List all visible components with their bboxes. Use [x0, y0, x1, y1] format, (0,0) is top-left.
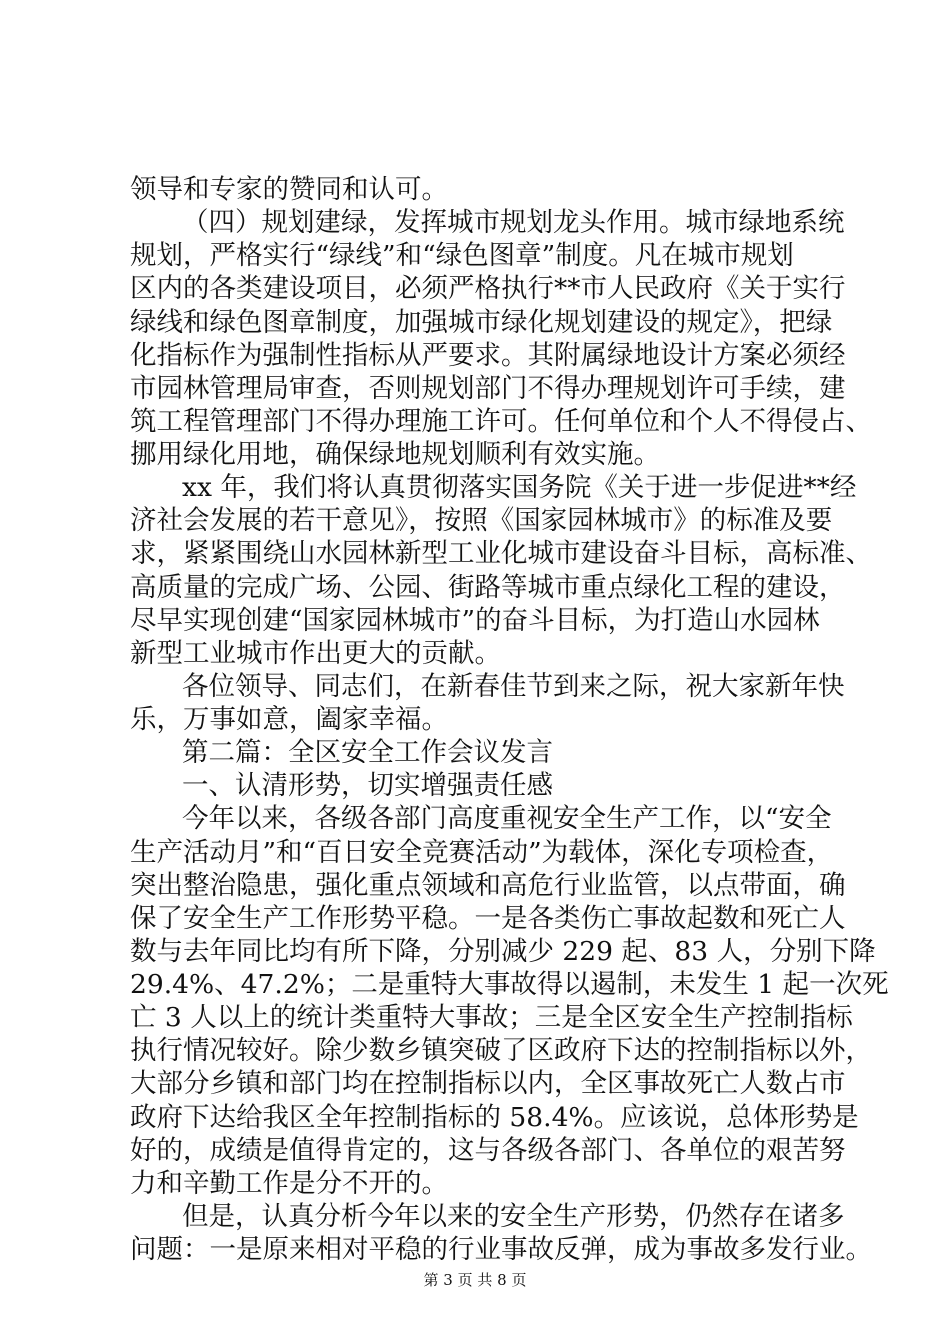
text-line: 新型工业城市作出更大的贡献。 [130, 637, 501, 669]
text-line: 问题：一是原来相对平稳的行业事故反弹，成为事故多发行业。 [130, 1234, 872, 1265]
text-line: 突出整治隐患，强化重点领域和高危行业监管，以点带面，确 [130, 869, 846, 901]
text-line: 力和辛勤工作是分不开的。 [130, 1167, 448, 1199]
text-line: 高质量的完成广场、公园、街路等城市重点绿化工程的建设， [130, 571, 846, 603]
page-number-footer: 第 3 页 共 8 页 [423, 1271, 527, 1289]
text-line: 保了安全生产工作形势平稳。一是各类伤亡事故起数和死亡人 [130, 902, 846, 934]
text-line: 大部分乡镇和部门均在控制指标以内，全区事故死亡人数占市 [130, 1068, 846, 1100]
text-line: 领导和专家的赞同和认可。 [130, 174, 448, 205]
text-line: 求，紧紧围绕山水园林新型工业化城市建设奋斗目标，高标准、 [130, 538, 872, 570]
text-line: 亡 3 人以上的统计类重特大事故；三是全区安全生产控制指标 [130, 1002, 853, 1034]
text-line: 规划，严格实行“绿线”和“绿色图章”制度。凡在城市规划 [130, 240, 794, 272]
text-line: 数与去年同比均有所下降，分别减少 229 起、83 人，分别下降 [130, 935, 876, 967]
text-line: 尽早实现创建“国家园林城市”的奋斗目标，为打造山水园林 [130, 604, 820, 636]
text-line: 29.4%、47.2%；二是重特大事故得以遏制，未发生 1 起一次死 [130, 969, 889, 1000]
text-line: 市园林管理局审查，否则规划部门不得办理规划许可手续，建 [130, 372, 846, 404]
text-line: 今年以来，各级各部门高度重视安全生产工作，以“安全 [182, 803, 832, 835]
text-line: 化指标作为强制性指标从严要求。其附属绿地设计方案必须经 [130, 339, 846, 371]
subsection-heading: 一、认清形势，切实增强责任感 [182, 770, 553, 802]
text-line: 生产活动月”和“百日安全竞赛活动”为载体，深化专项检查， [130, 836, 834, 868]
text-line: 筑工程管理部门不得办理施工许可。任何单位和个人不得侵占、 [130, 405, 872, 437]
text-line: 好的，成绩是值得肯定的，这与各级各部门、各单位的艰苦努 [130, 1134, 846, 1166]
text-line: 绿线和绿色图章制度，加强城市绿化规划建设的规定》，把绿 [130, 306, 833, 338]
text-line: 济社会发展的若干意见》，按照《国家园林城市》的标准及要 [130, 505, 833, 537]
text-line: （四）规划建绿，发挥城市规划龙头作用。城市绿地系统 [182, 207, 845, 239]
text-line: 但是，认真分析今年以来的安全生产形势，仍然存在诸多 [182, 1200, 845, 1232]
text-line: 区内的各类建设项目，必须严格执行**市人民政府《关于实行 [130, 273, 846, 305]
text-line: 政府下达给我区全年控制指标的 58.4%。应该说，总体形势是 [130, 1101, 859, 1133]
text-line: 各位领导、同志们，在新春佳节到来之际，祝大家新年快 [182, 670, 845, 702]
text-line: 挪用绿化用地，确保绿地规划顺利有效实施。 [130, 439, 660, 470]
text-line: 执行情况较好。除少数乡镇突破了区政府下达的控制指标以外， [130, 1035, 872, 1067]
section-heading: 第二篇：全区安全工作会议发言 [182, 737, 553, 769]
text-line: xx 年，我们将认真贯彻落实国务院《关于进一步促进**经 [182, 472, 857, 504]
text-line: 乐，万事如意，阖家幸福。 [130, 704, 448, 735]
